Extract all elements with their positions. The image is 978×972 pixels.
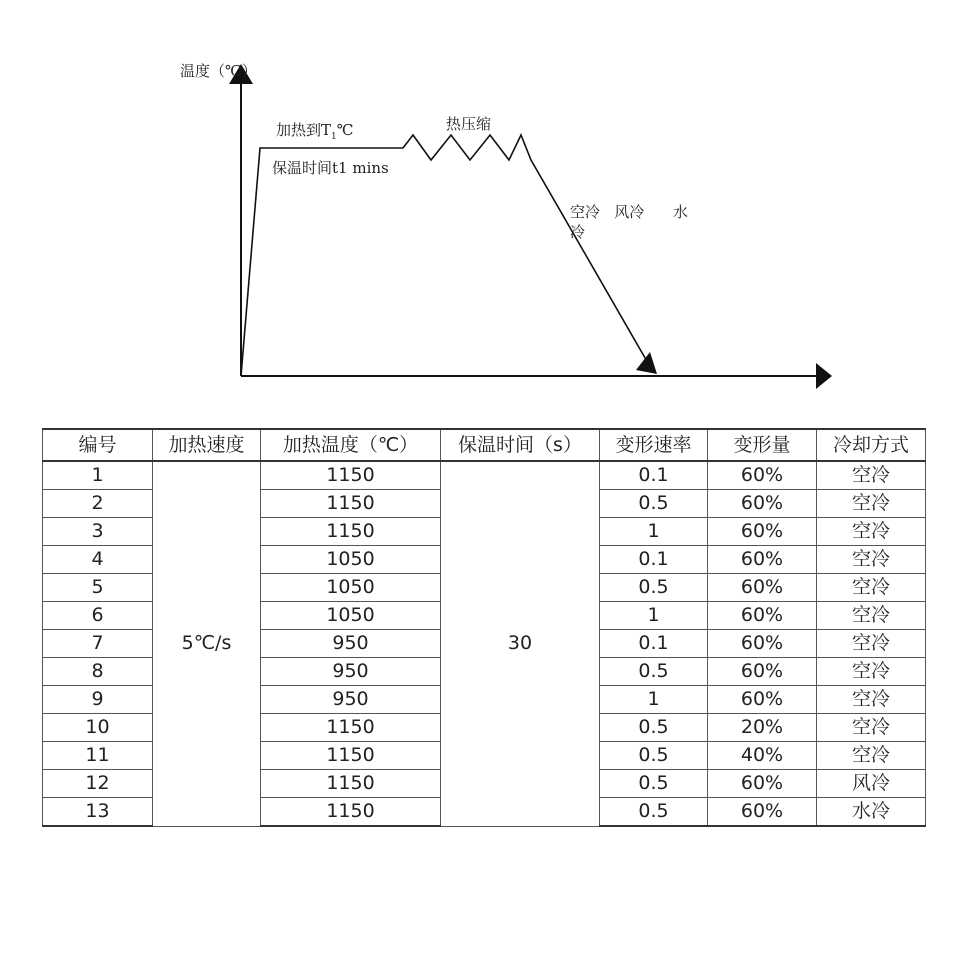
cell-strain: 60% xyxy=(708,490,817,518)
cell-rate: 0.1 xyxy=(600,461,708,490)
cell-strain: 60% xyxy=(708,574,817,602)
cell-temperature: 950 xyxy=(261,630,441,658)
cooling-methods-label-line1: 空冷 风冷 水 xyxy=(570,203,688,221)
heating-label-prefix: 加热到T xyxy=(276,121,332,139)
cell-id: 5 xyxy=(43,574,153,602)
cell-cooling: 空冷 xyxy=(817,742,926,770)
cell-temperature: 1150 xyxy=(261,518,441,546)
holding-time-label: 保温时间t1 mins xyxy=(272,159,389,177)
experiment-table xyxy=(42,428,926,827)
header-holding-time: 保温时间（s） xyxy=(441,429,600,461)
process-diagram xyxy=(0,0,978,400)
cell-id: 8 xyxy=(43,658,153,686)
cooling-arrowhead xyxy=(636,352,657,374)
cell-temperature: 1050 xyxy=(261,574,441,602)
cell-heating-rate-merged: 5℃/s xyxy=(153,461,261,826)
cell-temperature: 1150 xyxy=(261,742,441,770)
cell-cooling: 空冷 xyxy=(817,518,926,546)
cell-temperature: 950 xyxy=(261,658,441,686)
cell-temperature: 1050 xyxy=(261,602,441,630)
cell-id: 13 xyxy=(43,798,153,827)
cell-temperature: 1150 xyxy=(261,798,441,827)
header-deformation-rate: 变形速率 xyxy=(600,429,708,461)
hot-compression-label: 热压缩 xyxy=(446,115,492,133)
cell-id: 7 xyxy=(43,630,153,658)
cell-id: 10 xyxy=(43,714,153,742)
cell-cooling: 空冷 xyxy=(817,461,926,490)
header-heating-temperature: 加热温度（℃） xyxy=(261,429,441,461)
heating-label-subscript: 1 xyxy=(331,132,337,142)
cell-temperature: 1150 xyxy=(261,461,441,490)
cell-rate: 0.5 xyxy=(600,798,708,827)
cell-strain: 20% xyxy=(708,714,817,742)
cell-strain: 60% xyxy=(708,686,817,714)
cell-strain: 60% xyxy=(708,518,817,546)
cell-id: 9 xyxy=(43,686,153,714)
cell-id: 4 xyxy=(43,546,153,574)
table-row xyxy=(43,461,926,490)
cell-rate: 0.1 xyxy=(600,546,708,574)
header-id: 编号 xyxy=(43,429,153,461)
cell-temperature: 1150 xyxy=(261,770,441,798)
cell-rate: 1 xyxy=(600,686,708,714)
cooling-methods-label-line2: 冷 xyxy=(570,223,586,241)
cell-rate: 1 xyxy=(600,518,708,546)
cell-strain: 60% xyxy=(708,546,817,574)
cell-id: 6 xyxy=(43,602,153,630)
cell-cooling: 风冷 xyxy=(817,770,926,798)
cell-id: 2 xyxy=(43,490,153,518)
process-curve-svg xyxy=(0,0,978,400)
cell-strain: 40% xyxy=(708,742,817,770)
heating-label xyxy=(276,119,354,142)
cell-rate: 0.5 xyxy=(600,658,708,686)
heating-label-suffix: ℃ xyxy=(336,121,354,139)
cell-strain: 60% xyxy=(708,602,817,630)
cell-temperature: 1150 xyxy=(261,714,441,742)
header-deformation-amount: 变形量 xyxy=(708,429,817,461)
cell-cooling: 空冷 xyxy=(817,630,926,658)
cell-strain: 60% xyxy=(708,461,817,490)
cell-cooling: 空冷 xyxy=(817,714,926,742)
cell-cooling: 空冷 xyxy=(817,546,926,574)
cell-rate: 0.5 xyxy=(600,490,708,518)
cell-id: 11 xyxy=(43,742,153,770)
cell-strain: 60% xyxy=(708,658,817,686)
header-cooling-method: 冷却方式 xyxy=(817,429,926,461)
y-axis-label: 温度（℃） xyxy=(180,62,257,80)
cell-temperature: 1050 xyxy=(261,546,441,574)
cell-rate: 0.5 xyxy=(600,714,708,742)
cell-rate: 1 xyxy=(600,602,708,630)
header-heating-rate: 加热速度 xyxy=(153,429,261,461)
table-header-row xyxy=(43,429,926,461)
cell-rate: 0.5 xyxy=(600,574,708,602)
cell-id: 3 xyxy=(43,518,153,546)
cell-cooling: 空冷 xyxy=(817,490,926,518)
cell-strain: 60% xyxy=(708,798,817,827)
cell-rate: 0.5 xyxy=(600,770,708,798)
cell-rate: 0.5 xyxy=(600,742,708,770)
cell-holding-time-merged: 30 xyxy=(441,461,600,826)
cell-temperature: 1150 xyxy=(261,490,441,518)
cell-strain: 60% xyxy=(708,770,817,798)
cell-id: 12 xyxy=(43,770,153,798)
cell-cooling: 空冷 xyxy=(817,658,926,686)
cell-cooling: 空冷 xyxy=(817,574,926,602)
cell-temperature: 950 xyxy=(261,686,441,714)
x-axis-arrowhead xyxy=(816,363,832,389)
cell-id: 1 xyxy=(43,461,153,490)
cell-cooling: 空冷 xyxy=(817,686,926,714)
cell-strain: 60% xyxy=(708,630,817,658)
cell-rate: 0.1 xyxy=(600,630,708,658)
cell-cooling: 水冷 xyxy=(817,798,926,827)
cell-cooling: 空冷 xyxy=(817,602,926,630)
